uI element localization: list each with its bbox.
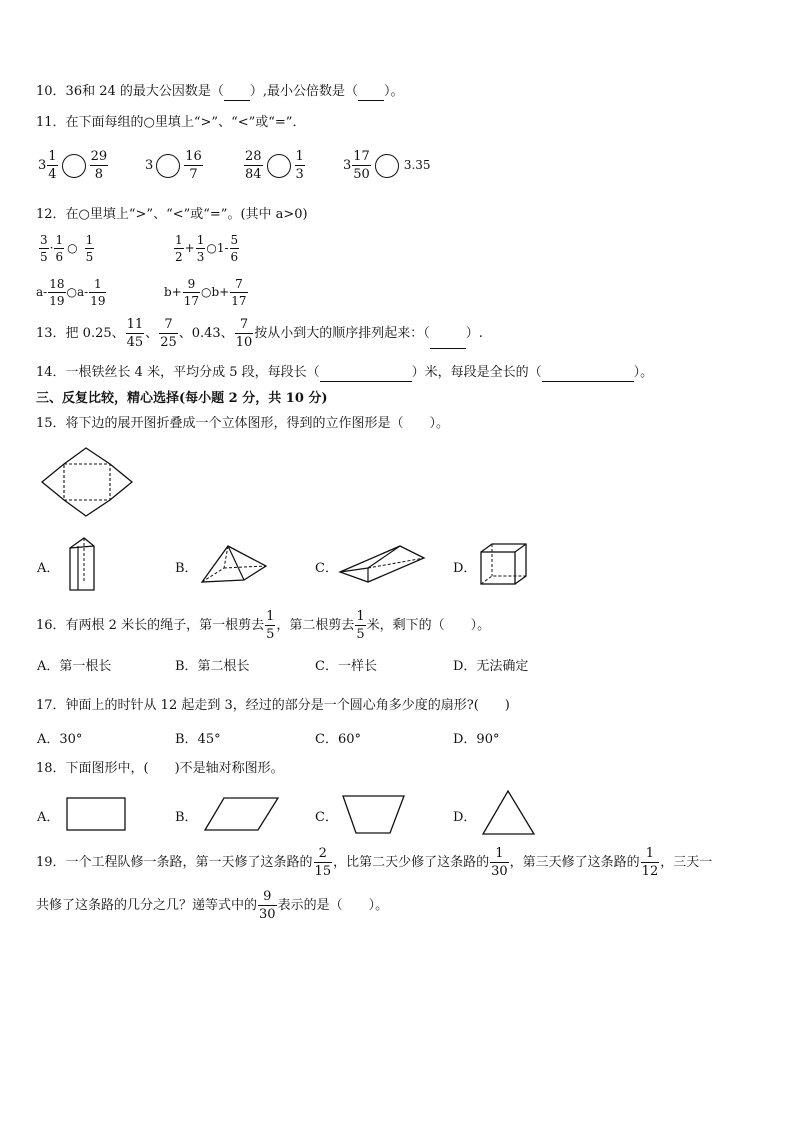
q17-option-b[interactable]: B．45° (175, 732, 221, 747)
q15-option-c[interactable]: C． (315, 561, 338, 576)
q11-group-3 (243, 150, 306, 181)
q11-group-4 (343, 150, 431, 181)
denominator: 2 (175, 250, 183, 264)
q14-blank-fraction[interactable] (542, 368, 634, 382)
numerator: 28 (245, 149, 262, 164)
fraction (184, 150, 203, 181)
fraction (89, 278, 106, 307)
fraction (47, 150, 57, 181)
denominator: 84 (245, 167, 262, 182)
denominator: 19 (49, 294, 65, 308)
question-16 (36, 610, 490, 641)
compare-circle[interactable] (62, 154, 86, 178)
numerator: 1 (196, 233, 205, 247)
denominator: 10 (235, 335, 253, 350)
compare-circle[interactable]: ○a- (66, 285, 89, 299)
q13-text-b: 、0.43、 (178, 326, 234, 341)
fraction (258, 890, 277, 921)
fraction (355, 610, 365, 641)
question-19-line-2 (36, 890, 388, 921)
fraction (54, 234, 64, 263)
fraction (183, 278, 200, 307)
fraction (235, 318, 254, 349)
q14-text-c: ）。 (633, 365, 654, 380)
q13-text-c: 按从小到大的顺序排列起来：（ (254, 326, 430, 341)
numerator: 29 (90, 149, 108, 164)
denominator: 4 (48, 167, 57, 182)
question-17 (36, 697, 510, 715)
q13-text-d: ）. (465, 326, 483, 341)
q18-text: 18．下面图形中，( )不是轴对称图形。 (36, 761, 284, 776)
compare-circle[interactable] (156, 154, 180, 178)
numerator: 1 (85, 233, 94, 247)
compare-circle[interactable] (375, 154, 399, 178)
q18-option-b[interactable]: B． (175, 810, 198, 825)
q19-text-a: 19．一个工程队修一条路，第一天修了这条路的 (36, 855, 313, 870)
triangular-prism-icon (66, 536, 100, 594)
triangle-shape-icon (482, 790, 536, 836)
fraction (314, 847, 333, 878)
fraction (244, 150, 263, 181)
section-3-text: 三、反复比较，精心选择(每小题 2 分，共 10 分) (36, 391, 328, 406)
compare-circle[interactable] (267, 154, 291, 178)
q16-option-a[interactable]: A．第一根长 (37, 659, 112, 674)
compare-circle[interactable]: ○1- (206, 241, 229, 255)
q10-text-a: 10．36和 24 的最大公因数是（ (36, 84, 224, 99)
q10-blank-lcm[interactable] (358, 87, 384, 101)
q16-option-d[interactable]: D．无法确定 (453, 659, 529, 674)
numerator: 3 (40, 233, 48, 247)
right-number: 3.35 (403, 158, 431, 172)
denominator: 17 (183, 294, 200, 308)
q17-option-c[interactable]: C．60° (315, 732, 361, 747)
q12-expr-2 (173, 234, 240, 263)
variable: b+ (164, 285, 182, 299)
q13-answer-blank[interactable] (430, 335, 466, 349)
q12-expr-4 (164, 278, 249, 307)
numerator: 7 (230, 278, 247, 293)
numerator: 9 (183, 278, 200, 293)
q10-blank-gcd[interactable] (224, 87, 250, 101)
fraction (230, 278, 247, 307)
q14-blank-length[interactable] (320, 368, 412, 382)
separator: 、 (145, 326, 159, 341)
denominator: 17 (231, 294, 247, 308)
denominator: 19 (90, 294, 106, 308)
numerator: 5 (230, 233, 239, 247)
numerator: 1 (641, 847, 660, 863)
q14-text-a: 14．一根铁丝长 4 米，平均分成 5 段，每段长（ (36, 365, 320, 380)
fraction (641, 847, 660, 878)
numerator: 1 (356, 609, 365, 624)
fraction (126, 318, 145, 349)
q16-text-c: 米，剩下的（ ）。 (366, 618, 491, 633)
question-11-title (36, 114, 305, 132)
q12-expr-3 (36, 278, 107, 307)
question-10 (36, 83, 404, 101)
q17-option-d[interactable]: D．90° (453, 732, 500, 747)
numerator: 9 (258, 890, 277, 906)
question-14 (36, 364, 653, 382)
numerator: 1 (175, 233, 183, 247)
q11-group-2 (145, 150, 204, 181)
operator: + (184, 241, 195, 255)
q15-option-b[interactable]: B． (175, 561, 198, 576)
cube-icon (478, 542, 530, 586)
whole-number: 3 (38, 158, 47, 173)
q17-option-a[interactable]: A．30° (37, 732, 83, 747)
denominator: 3 (196, 250, 205, 264)
operator: · (49, 241, 54, 255)
numerator: 1 (89, 278, 106, 293)
denominator: 6 (230, 250, 239, 264)
q10-text-b: ）,最小公倍数是（ (249, 84, 359, 99)
left-number: 3 (145, 158, 154, 173)
fraction (295, 150, 305, 181)
denominator: 50 (353, 167, 370, 182)
denominator: 15 (314, 864, 332, 879)
q18-option-d[interactable]: D． (453, 810, 477, 825)
q16-option-b[interactable]: B．第二根长 (175, 659, 250, 674)
q19-text-d: ，三天一 (660, 855, 713, 870)
denominator: 25 (160, 335, 177, 350)
numerator: 18 (49, 277, 65, 291)
numerator: 2 (314, 847, 333, 863)
question-15 (36, 415, 449, 433)
q10-text-c: ）。 (384, 84, 404, 99)
q15-option-a[interactable]: A． (37, 561, 60, 576)
q19-text-f: 表示的是（ ）。 (277, 898, 389, 913)
whole-number: 3 (343, 158, 352, 173)
numerator: 1 (48, 149, 57, 164)
numerator: 1 (55, 233, 64, 247)
q11-group-1 (38, 150, 109, 181)
question-18 (36, 760, 284, 778)
q15-text: 15．将下边的展开图折叠成一个立体图形，得到的立作图形是（ ）。 (36, 416, 450, 431)
numerator: 7 (235, 318, 254, 334)
numerator: 1 (490, 847, 509, 863)
q18-option-c[interactable]: C． (315, 810, 338, 825)
square-pyramid-icon (200, 544, 268, 584)
pyramid-net-figure (40, 446, 134, 518)
numerator: 11 (126, 317, 144, 332)
q15-option-d[interactable]: D． (453, 561, 477, 576)
denominator: 30 (491, 864, 508, 879)
q16-text-a: 16．有两根 2 米长的绳子，第一根剪去 (36, 618, 265, 633)
fraction (85, 234, 95, 263)
compare-circle[interactable]: ○ (67, 241, 78, 255)
q13-text-a: 13．把 0.25、 (36, 326, 125, 341)
fraction (90, 150, 109, 181)
question-13 (36, 318, 483, 349)
q14-text-b: ）米，每段是全长的（ (411, 365, 542, 380)
trapezoid-shape-icon (342, 795, 406, 835)
q18-option-a[interactable]: A． (37, 810, 60, 825)
q12-expr-1 (38, 234, 95, 263)
q19-text-c: ，第三天修了这条路的 (509, 855, 640, 870)
q17-text: 17．钟面上的时针从 12 起走到 3，经过的部分是一个圆心角多少度的扇形?( ) (36, 698, 510, 713)
numerator: 7 (159, 318, 178, 334)
fraction (230, 234, 240, 263)
denominator: 5 (356, 627, 365, 642)
denominator: 30 (259, 907, 276, 922)
denominator: 12 (641, 864, 659, 879)
fraction (490, 847, 509, 878)
q12-title-text: 12．在○里填上“>”、“<”或“=”。(其中 a>0) (36, 207, 308, 222)
denominator: 5 (85, 250, 94, 264)
q11-title-text: 11．在下面每组的○里填上“>”、“<”或“=”． (36, 115, 306, 130)
numerator: 17 (353, 149, 370, 164)
denominator: 7 (189, 167, 198, 182)
compare-circle[interactable]: ○b+ (201, 285, 230, 299)
denominator: 5 (40, 250, 48, 264)
fraction (196, 234, 206, 263)
fraction (159, 318, 178, 349)
q16-option-c[interactable]: C．一样长 (315, 659, 377, 674)
q19-text-b: ，比第二天少修了这条路的 (333, 855, 490, 870)
q16-text-b: ，第二根剪去 (276, 618, 355, 633)
denominator: 5 (266, 627, 275, 642)
section-3-heading (36, 390, 328, 408)
denominator: 45 (126, 335, 144, 350)
numerator: 16 (185, 149, 202, 164)
fraction (39, 234, 49, 263)
fraction (265, 610, 275, 641)
parallelogram-shape-icon (204, 797, 280, 833)
variable: a- (36, 285, 48, 299)
denominator: 8 (94, 167, 103, 182)
denominator: 6 (55, 250, 64, 264)
rectangle-shape-icon (66, 797, 128, 833)
fraction (48, 278, 65, 307)
lying-prism-icon (338, 544, 426, 584)
question-12-title (36, 206, 308, 224)
numerator: 1 (266, 609, 275, 624)
question-19-line-1 (36, 847, 712, 878)
fraction (174, 234, 184, 263)
fraction (352, 150, 371, 181)
q19-text-e: 共修了这条路的几分之几？递等式中的 (36, 898, 258, 913)
denominator: 3 (295, 167, 304, 182)
numerator: 1 (295, 149, 304, 164)
